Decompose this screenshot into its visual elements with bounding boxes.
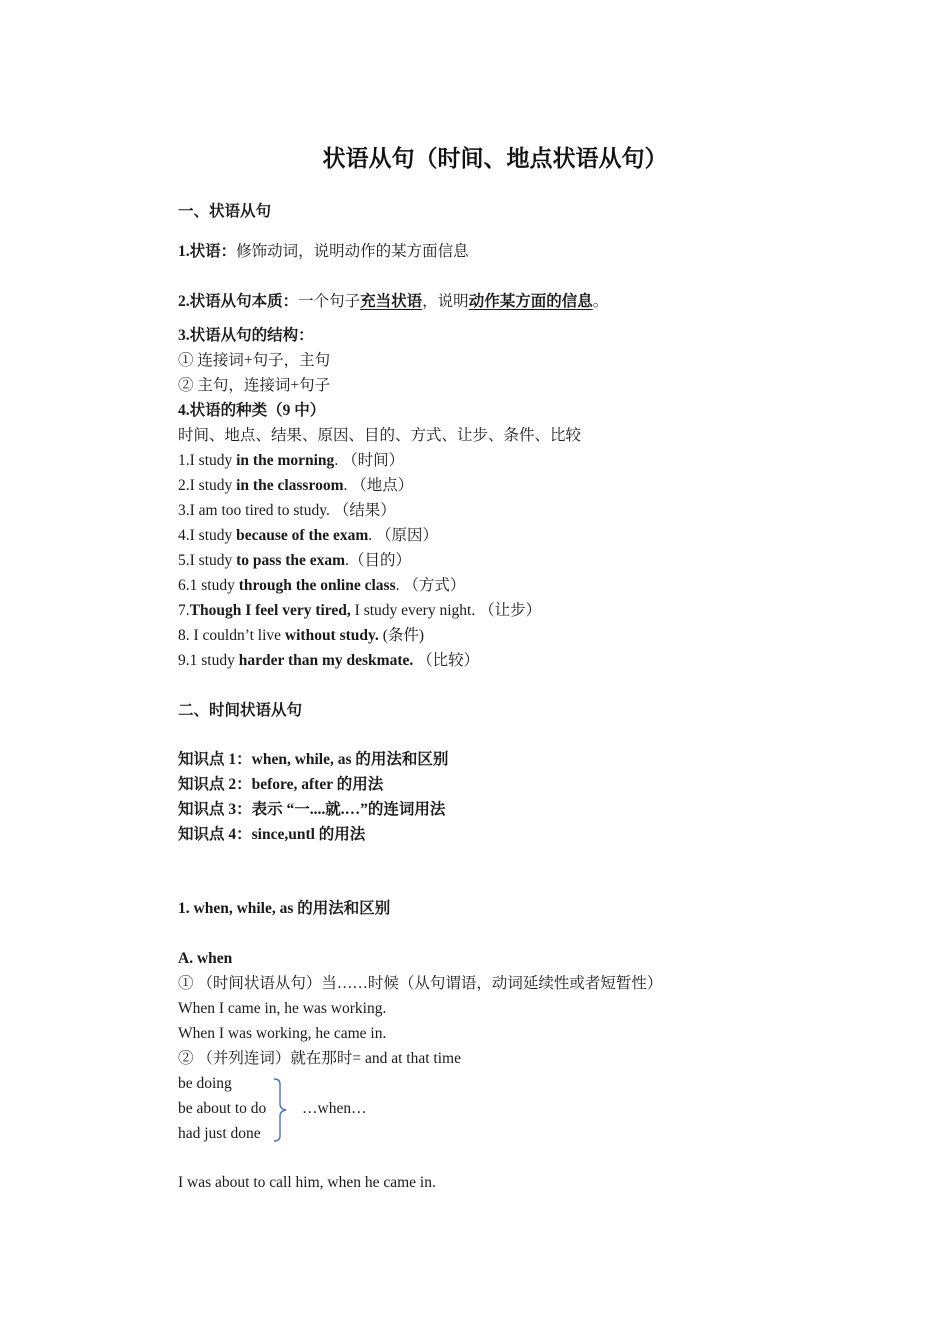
example-bold: harder than my deskmate. xyxy=(238,652,414,669)
example-text: （比较） xyxy=(413,652,480,669)
example-text: I study every night. （让步） xyxy=(350,602,542,619)
example-text: 5.I study xyxy=(178,552,237,569)
example-line xyxy=(178,525,438,547)
structure-heading: 3.状语从句的结构： xyxy=(178,327,314,344)
brace-label: …when… xyxy=(302,1100,367,1117)
brace-item: be about to do xyxy=(178,1100,267,1117)
when-usage-line: ① （时间状语从句）当……时候（从句谓语，动词延续性或者短暂性） xyxy=(178,975,663,992)
example-line xyxy=(178,600,541,622)
when-usage-line: When I was working, he came in. xyxy=(178,1025,387,1042)
section1-heading: 一、状语从句 xyxy=(178,203,272,220)
example-line xyxy=(178,500,396,522)
definition-label: 1.状语： xyxy=(178,243,237,260)
example-bold: through the online class xyxy=(238,577,396,594)
example-text: 7. xyxy=(178,602,190,619)
example-line xyxy=(178,450,404,472)
definition-text: 。 xyxy=(592,293,609,310)
definition-clause-essence xyxy=(178,291,608,313)
knowledge-point: 知识点 4：since,untl 的用法 xyxy=(178,826,366,843)
example-text: (条件) xyxy=(378,627,425,644)
section2-heading: 二、时间状语从句 xyxy=(178,702,303,719)
structure-item: ② 主句，连接词+句子 xyxy=(178,377,331,394)
knowledge-point: 知识点 1：when, while, as 的用法和区别 xyxy=(178,751,449,768)
example-text: 2.I study xyxy=(178,477,237,494)
example-text: 6.1 study xyxy=(178,577,239,594)
structure-item: ① 连接词+句子，主句 xyxy=(178,352,331,369)
example-text: 8. I couldn’t live xyxy=(178,627,285,644)
brace-item: be doing xyxy=(178,1075,232,1092)
example-text: 1.I study xyxy=(178,452,237,469)
brace-item: had just done xyxy=(178,1125,261,1142)
example-text: .（目的） xyxy=(345,552,411,569)
example-text: 9.1 study xyxy=(178,652,239,669)
right-brace-icon xyxy=(272,1078,292,1142)
when-usage-line: When I came in, he was working. xyxy=(178,1000,387,1017)
page-title: 状语从句（时间、地点状语从句） xyxy=(322,146,668,172)
definition-text: 一个句子 xyxy=(298,293,361,310)
knowledge-point: 知识点 3：表示 “一....就.…”的连词用法 xyxy=(178,801,446,818)
when-usage-line: ② （并列连词）就在那时= and at that time xyxy=(178,1050,461,1067)
subsection-heading: 1. when, while, as 的用法和区别 xyxy=(178,900,391,917)
example-line xyxy=(178,650,479,672)
knowledge-point: 知识点 2：before, after 的用法 xyxy=(178,776,384,793)
definition-text: ，说明 xyxy=(422,293,469,310)
definition-label: 2.状语从句本质： xyxy=(178,293,299,310)
example-bold: without study. xyxy=(284,627,379,644)
example-bold: in the classroom xyxy=(236,477,344,494)
underlined-term: 动作某方面的信息 xyxy=(468,293,593,310)
definition-adverbial xyxy=(178,241,469,263)
example-line xyxy=(178,625,424,647)
underlined-term: 充当状语 xyxy=(360,293,423,310)
example-bold: in the morning xyxy=(236,452,335,469)
final-example: I was about to call him, when he came in. xyxy=(178,1174,436,1191)
example-bold: to pass the exam xyxy=(236,552,346,569)
example-bold: Though I feel very tired, xyxy=(189,602,351,619)
example-text: . （原因） xyxy=(368,527,439,544)
example-line xyxy=(178,475,413,497)
example-text: 3.I am too tired to study. （结果） xyxy=(178,502,396,519)
definition-text: 修饰动词，说明动作的某方面信息 xyxy=(236,243,469,260)
types-heading: 4.状语的种类（9 中） xyxy=(178,402,326,419)
example-bold: because of the exam xyxy=(236,527,369,544)
example-text: . （地点） xyxy=(343,477,414,494)
types-list: 时间、地点、结果、原因、目的、方式、让步、条件、比较 xyxy=(178,427,582,444)
example-line xyxy=(178,575,465,597)
example-text: . （方式） xyxy=(395,577,466,594)
example-text: 4.I study xyxy=(178,527,237,544)
example-line xyxy=(178,550,411,572)
when-heading: A. when xyxy=(178,950,233,967)
example-text: . （时间） xyxy=(334,452,405,469)
